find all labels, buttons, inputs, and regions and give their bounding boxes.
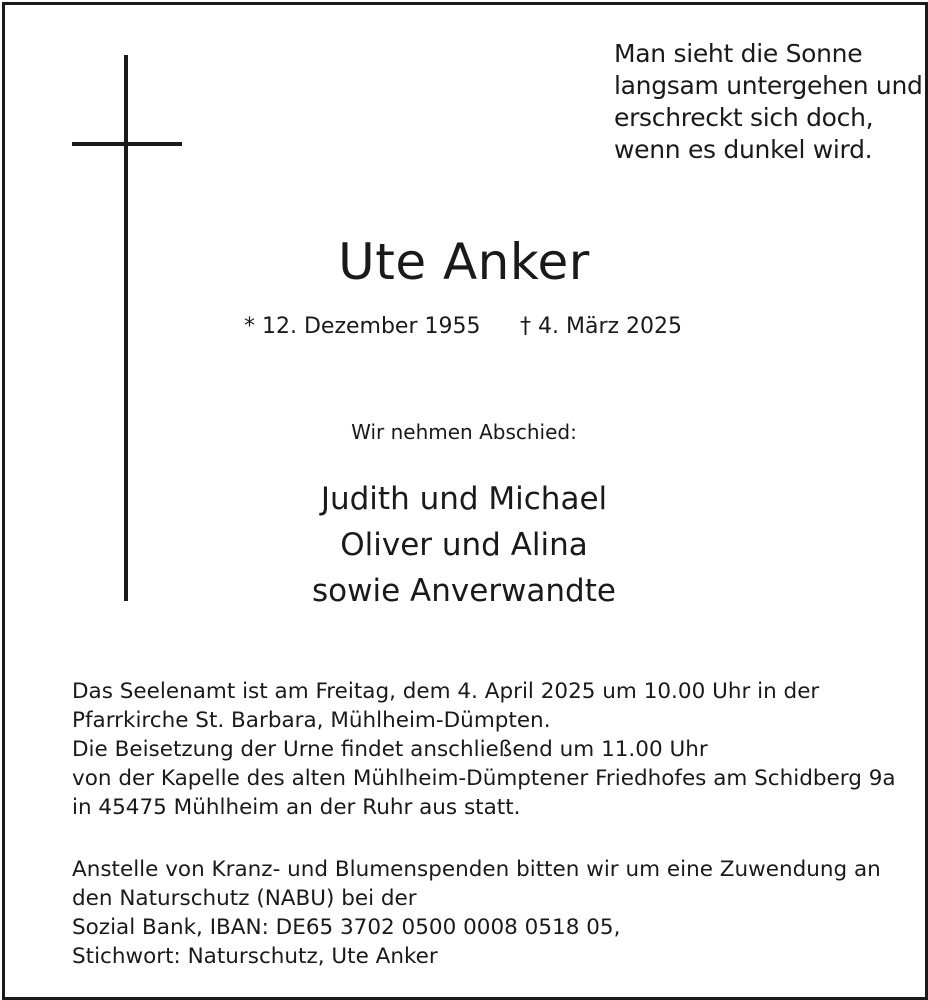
farewell-intro: Wir nehmen Abschied: (351, 420, 577, 444)
mourners-list (0, 476, 928, 614)
service-line: Das Seelenamt ist am Freitag, dem 4. April 2025 um 10.00 Uhr in der (72, 679, 820, 704)
birth-date: * 12. Dezember 1955 (244, 314, 481, 339)
death-date: † 4. März 2025 (520, 314, 683, 339)
service-line: in 45475 Mühlheim an der Ruhr aus statt. (72, 795, 521, 820)
cross-icon-horizontal-bar (72, 142, 182, 146)
donation-line: den Naturschutz (NABU) bei der (72, 886, 417, 911)
service-details (72, 677, 896, 822)
mourner-line: sowie Anverwandte (312, 573, 616, 609)
donation-details (72, 855, 892, 971)
poem (614, 38, 923, 166)
donation-line: Anstelle von Kranz- und Blumenspenden bitten wir um eine Zuwendung an (72, 857, 881, 882)
service-line: von der Kapelle des alten Mühlheim-Dümptener Friedhofes am Schidberg 9a (72, 766, 896, 791)
deceased-name: Ute Anker (338, 233, 590, 291)
poem-line: langsam untergehen und (614, 71, 923, 100)
poem-line: erschreckt sich doch, (614, 103, 874, 132)
donation-line: Stichwort: Naturschutz, Ute Anker (72, 944, 438, 969)
poem-line: wenn es dunkel wird. (614, 135, 873, 164)
service-line: Pfarrkirche St. Barbara, Mühlheim-Dümpten. (72, 708, 551, 733)
mourner-line: Judith und Michael (320, 481, 608, 517)
mourner-line: Oliver und Alina (340, 527, 588, 563)
poem-line: Man sieht die Sonne (614, 39, 863, 68)
donation-line: Sozial Bank, IBAN: DE65 3702 0500 0008 0518 05, (72, 915, 621, 940)
service-line: Die Beisetzung der Urne findet anschließend um 11.00 Uhr (72, 737, 708, 762)
